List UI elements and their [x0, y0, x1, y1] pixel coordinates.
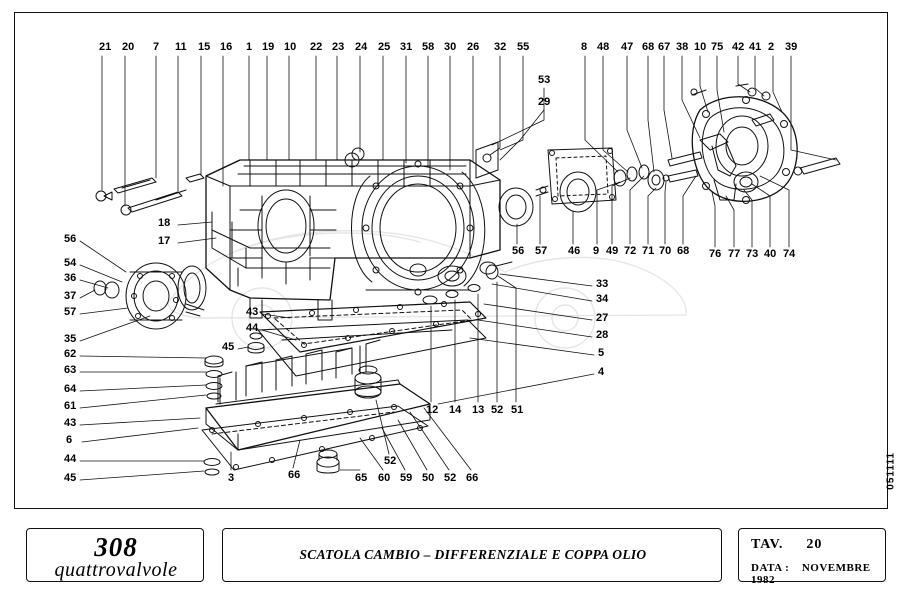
callout-number: 57: [64, 306, 77, 318]
callout-number: 49: [606, 245, 619, 257]
callout-number: 12: [426, 404, 439, 416]
callout-number: 43: [246, 306, 259, 318]
callout-number: 52: [444, 472, 457, 484]
callout-number: 55: [517, 41, 530, 53]
callout-number: 58: [422, 41, 435, 53]
callout-number: 23: [332, 41, 345, 53]
callout-number: 50: [422, 472, 435, 484]
callout-number: 29: [538, 96, 551, 108]
callout-number: 72: [624, 245, 637, 257]
callout-number: 28: [596, 329, 609, 341]
callout-number: 60: [378, 472, 391, 484]
callout-number: 40: [764, 248, 777, 260]
callout-number: 36: [64, 272, 77, 284]
date-value: NOVEMBRE 1982: [751, 562, 871, 586]
callout-number: 11: [175, 41, 187, 53]
callout-number: 70: [659, 245, 672, 257]
callout-number: 3: [228, 472, 235, 484]
callout-number: 66: [288, 469, 301, 481]
callout-number: 21: [99, 41, 112, 53]
callout-number: 73: [746, 248, 759, 260]
callout-number: 24: [355, 41, 368, 53]
callout-number: 30: [444, 41, 457, 53]
callout-number: 71: [642, 245, 655, 257]
callout-number: 13: [472, 404, 485, 416]
callout-number: 18: [158, 217, 171, 229]
title-block: [222, 528, 722, 582]
callout-number: 77: [728, 248, 741, 260]
callout-number: 52: [384, 455, 397, 467]
model-variant: quattrovalvole: [54, 559, 178, 581]
callout-number: 75: [711, 41, 724, 53]
callout-number: 41: [749, 41, 762, 53]
callout-number: 37: [64, 290, 77, 302]
tav-label: TAV.: [751, 537, 784, 552]
drawing-frame: [14, 12, 888, 509]
callout-number: 32: [494, 41, 507, 53]
callout-number: 39: [785, 41, 798, 53]
callout-number: 19: [262, 41, 275, 53]
callout-number: 45: [64, 472, 77, 484]
callout-number: 25: [378, 41, 391, 53]
callout-number: 7: [153, 41, 160, 53]
callout-number: 9: [593, 245, 600, 257]
callout-number: 44: [246, 322, 259, 334]
callout-number: 4: [598, 366, 605, 378]
callout-number: 46: [568, 245, 581, 257]
callout-number: 76: [709, 248, 722, 260]
callout-number: 5: [598, 347, 605, 359]
callout-number: 16: [220, 41, 233, 53]
callout-number: 59: [400, 472, 413, 484]
callout-number: 54: [64, 257, 77, 269]
callout-number: 56: [64, 233, 77, 245]
callout-number: 66: [466, 472, 479, 484]
callout-number: 10: [284, 41, 297, 53]
callout-number: 15: [198, 41, 211, 53]
callout-number: 61: [64, 400, 77, 412]
callout-number: 38: [676, 41, 689, 53]
callout-number: 27: [596, 312, 609, 324]
callout-number: 34: [596, 293, 609, 305]
callout-number: 17: [158, 235, 171, 247]
callout-number: 2: [768, 41, 775, 53]
callout-number: 22: [310, 41, 323, 53]
callout-number: 67: [658, 41, 671, 53]
callout-number: 6: [66, 434, 73, 446]
callout-number: 68: [677, 245, 690, 257]
callout-number: 57: [535, 245, 548, 257]
drawing-title: SCATOLA CAMBIO – DIFFERENZIALE E COPPA OLIO: [299, 547, 647, 562]
callout-number: 63: [64, 364, 77, 376]
callout-number: 1: [246, 41, 253, 53]
callout-number: 74: [783, 248, 796, 260]
callout-number: 62: [64, 348, 77, 360]
callout-number: 68: [642, 41, 655, 53]
tav-number: 20: [806, 537, 823, 552]
table-number-block: [738, 528, 886, 586]
model-number: 308: [94, 532, 138, 562]
callout-number: 33: [596, 278, 609, 290]
callout-number: 47: [621, 41, 634, 53]
date-line: [751, 562, 885, 586]
callout-number: 35: [64, 333, 77, 345]
date-label: DATA :: [751, 562, 790, 574]
callout-number: 26: [467, 41, 480, 53]
callout-number: 48: [597, 41, 610, 53]
callout-number: 53: [538, 74, 551, 86]
tav-line: [751, 537, 822, 553]
callout-number: 10: [694, 41, 707, 53]
callout-number: 44: [64, 453, 77, 465]
logo-block: [26, 528, 204, 582]
callout-number: 31: [400, 41, 413, 53]
callout-number: 52: [491, 404, 504, 416]
callout-number: 64: [64, 383, 77, 395]
drawing-code: 051111: [886, 452, 897, 490]
callout-number: 20: [122, 41, 135, 53]
callout-number: 56: [512, 245, 525, 257]
callout-number: 14: [449, 404, 462, 416]
callout-number: 8: [581, 41, 588, 53]
callout-number: 42: [732, 41, 745, 53]
callout-number: 43: [64, 417, 77, 429]
callout-number: 65: [355, 472, 368, 484]
callout-number: 45: [222, 341, 235, 353]
callout-number: 51: [511, 404, 524, 416]
